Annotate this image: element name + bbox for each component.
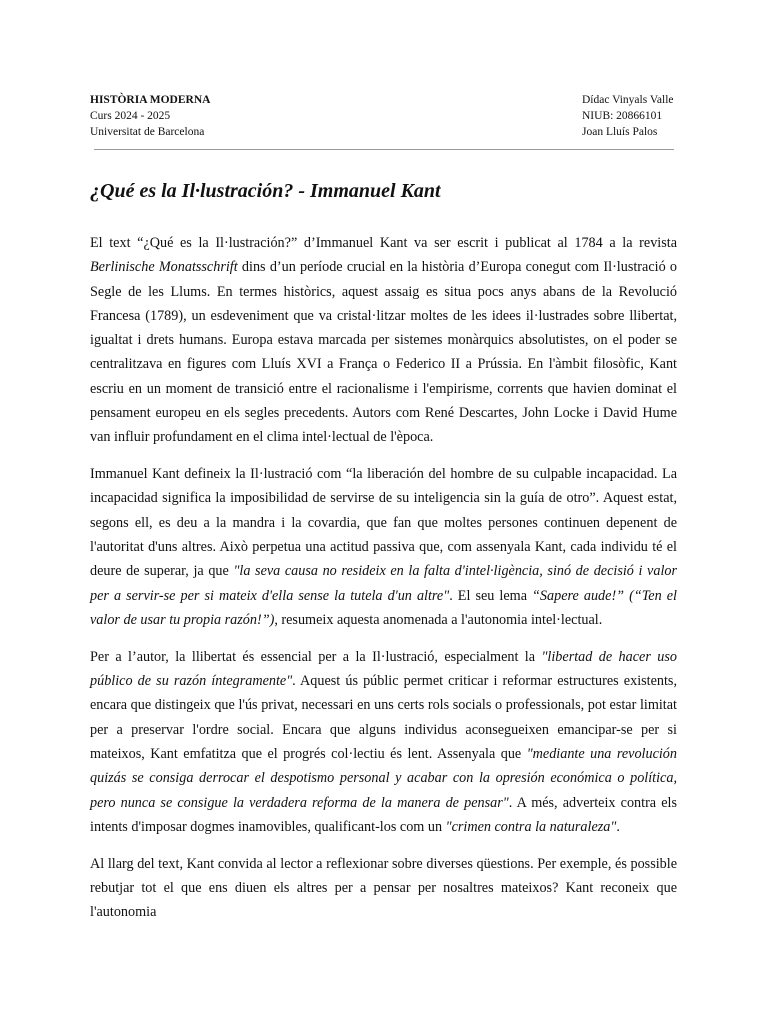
paragraph [90, 462, 677, 632]
paragraph [90, 852, 677, 925]
author-name: Dídac Vinyals Valle [582, 94, 674, 106]
document-title: ¿Qué es la Il·lustración? - Immanuel Kant [90, 180, 441, 202]
professor-name: Joan Lluís Palos [582, 126, 658, 138]
header-right-block [582, 92, 674, 140]
italic-quote: "mediante una revolución quizás se consiga derrocar el despotismo personal y acabar con la opresión económica o política, pero nunca se consigue la verdadera reforma de la manera de pensar" [90, 745, 677, 811]
text-run: . A més, adverteix contra els intents d'imposar dogmes inamovibles, qualificant-los com un [90, 794, 677, 835]
text-run: , resumeix aquesta anomenada a l'autonomia intel·lectual. [274, 611, 603, 628]
italic-quote: "la seva causa no resideix en la falta d'intel·ligència, sinó de decisió i valor per a servir-se per si mateix d'ella sense la tutela d'un altre" [90, 563, 677, 604]
text-run: Immanuel Kant defineix la Il·lustració com “la liberación del hombre de su culpable incapacidad. La incapacidad significa la imposibilidad de servirse de su inteligencia sin la guía de otro”. Aquest estat, segons ell, es deu a la mandra i la covardia, que fan que moltes persones continuen depenent de l'autoritat d'uns altres. Això perpetua una actitud passiva que, com assenyala Kant, cada individu té el deure de superar, ja que [90, 466, 677, 580]
text-run: dins d’un període crucial en la història d’Europa conegut com Il·lustració o Segle de les Llums. En termes històrics, aquest assaig es situa pocs anys abans de la Revolució Francesa (1789), un esdeveniment que va cristal·litzar moltes de les idees il·lustrades sobre llibertat, igualtat i drets humans. Europa estava marcada per sistemes monàrquics absolutistes, on el poder se centralitzava en figures com Lluís XVI a França o Federico II a Prússia. En l'àmbit filosòfic, Kant escriu en un moment de transició entre el racionalisme i l'empirisme, corrents que havien dominat el pensament europeu en els segles precedents. Autors com René Descartes, John Locke i David Hume van influir profundament en el clima intel·lectual de l'època. [90, 259, 677, 446]
text-run: . Aquest ús públic permet criticar i reformar estructures existents, encara que distingeix que l'ús privat, necessari en uns certs rols socials o professionals, pot estar limitat per a preservar l'ordre social. Encara que alguns individus aconsegueixen emancipar-se per si mateixos, Kant emfatitza que el progrés col·lectiu és lent. Assenyala que [90, 673, 678, 762]
university-name: Universitat de Barcelona [90, 126, 205, 138]
italic-quote: "crimen contra la naturaleza" [445, 818, 617, 835]
course-title: HISTÒRIA MODERNA [90, 94, 211, 106]
paragraph [90, 645, 677, 839]
paragraph [90, 231, 677, 450]
course-year: Curs 2024 - 2025 [90, 110, 171, 122]
document-body [90, 231, 677, 937]
italic-quote: Berlinische Monatsschrift [90, 259, 238, 276]
italic-quote: "libertad de hacer uso público de su razón íntegramente" [90, 648, 677, 690]
student-id: NIUB: 20866101 [582, 110, 663, 122]
text-run: . [616, 818, 620, 835]
italic-quote: “Sapere aude!” (“Ten el valor de usar tu propia razón!”) [90, 587, 677, 628]
text-run: . El seu lema [449, 587, 533, 604]
header-left-block [90, 92, 210, 140]
text-run: El text “¿Qué es la Il·lustración?” d’Immanuel Kant va ser escrit i publicat al 1784 a la revista [90, 235, 677, 251]
text-run: Per a l’autor, la llibertat és essencial per a la Il·lustració, especialment la [90, 648, 542, 665]
header-divider [94, 149, 674, 150]
text-run: Al llarg del text, Kant convida al lector a reflexionar sobre diverses qüestions. Per exemple, és possible rebutjar tot el que ens diuen els altres per a pensar per nosaltres mateixos? Kant reconeix que l'autonomia [90, 855, 677, 921]
